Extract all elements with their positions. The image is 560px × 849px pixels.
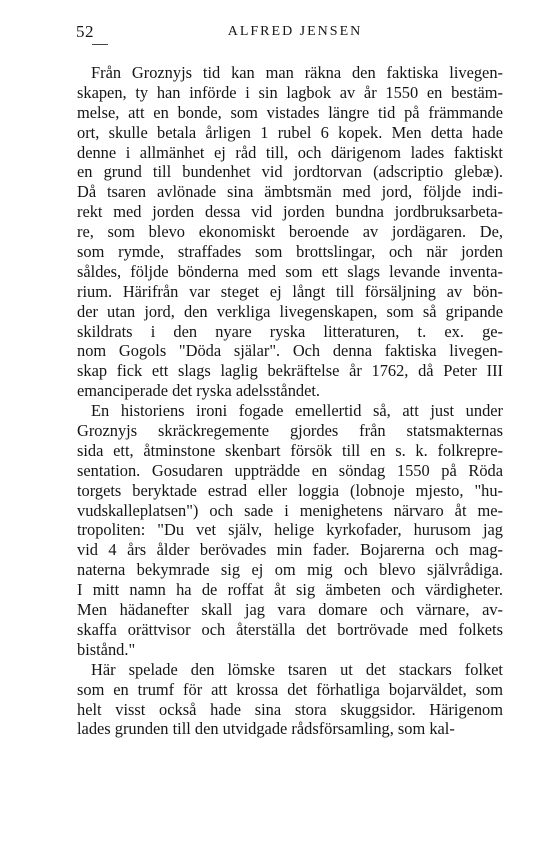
body-text	[77, 63, 503, 739]
text-line: skildrats i den nyare ryska litteraturen, t. ex. ge-	[77, 321, 503, 341]
text-line: skapen, ty han införde i sin lagbok av år 1550 en bestäm-	[77, 82, 503, 102]
text-line: en grund till bundenhet vid jordtorvan (adscriptio glebæ).	[77, 162, 503, 182]
text-line: Här spelade den lömske tsaren ut det stackars folket	[91, 659, 503, 679]
text-line: Men hädanefter skall jag vara domare och värnare, av-	[77, 600, 503, 620]
text-line: naterna bekymrade sig ej om mig och blevo självrådiga.	[77, 560, 503, 580]
text-line: Från Groznyjs tid kan man räkna den faktiska livegen-	[91, 63, 503, 82]
text-line: vid 4 års ålder berövades min fader. Bojarerna och mag-	[77, 540, 503, 560]
text-line: rium. Härifrån var steget ej långt till försäljning av bön-	[77, 281, 503, 301]
text-line: tropoliten: "Du vet själv, helige kyrkofader, hurusom jag	[77, 520, 503, 540]
text-line: emanciperade det ryska adelsståndet.	[77, 381, 321, 401]
text-line: ort, skulle betala årligen 1 rubel 6 kopek. Men detta hade	[77, 122, 503, 142]
text-line: der utan jord, den verkliga livegenskapen, som så gripande	[77, 301, 503, 321]
text-line: Groznyjs skräckregemente gjordes från statsmakternas	[77, 421, 503, 441]
text-line: skaffa orättvisor och återställa det bortrövade med folkets	[77, 619, 503, 639]
text-line: som en trumf för att krossa det förhatliga bojarväldet, som	[77, 679, 503, 699]
text-line: såldes, följde bönderna med som ett slags levande inventa-	[77, 261, 503, 281]
text-line: Då tsaren avlönade sina ämbtsmän med jord, följde indi-	[77, 182, 503, 202]
text-line: sentation. Gosudaren uppträdde en söndag 1550 på Röda	[77, 460, 503, 480]
text-line: helt visst också hade sina stora skuggsidor. Härigenom	[77, 699, 503, 719]
text-line: nom Gogols "Döda själar". Och denna faktiska livegen-	[77, 341, 503, 361]
running-head: ALFRED JENSEN	[227, 24, 363, 39]
text-line: torgets beryktade estrad eller loggia (lobnoje mjesto, "hu-	[77, 480, 503, 500]
header-rule	[92, 44, 108, 45]
text-line: I mitt namn ha de roffat åt sig ämbeten och värdigheter.	[77, 580, 503, 600]
text-line: vudskalleplatsen") och sade i menighetens närvaro åt me-	[77, 500, 503, 520]
paragraph	[77, 660, 503, 740]
text-line: En historiens ironi fogade emellertid så, att just under	[91, 401, 503, 421]
text-line: re, som blevo ekonomiskt beroende av jordägaren. De,	[77, 222, 503, 242]
page-number: 52	[76, 22, 94, 41]
text-line: sida ett, åtminstone skenbart försök till en s. k. folkrepre-	[77, 440, 503, 460]
text-line: denne i allmänhet ej råd till, och därigenom lades faktiskt	[77, 142, 503, 162]
text-line: bistånd."	[77, 639, 136, 659]
page-header	[0, 22, 560, 42]
text-line: skap fick ett slags laglig bekräftelse år 1762, då Peter III	[77, 361, 503, 381]
text-line: som rymde, straffades som brottslingar, och när jorden	[77, 242, 503, 262]
text-line: melse, att en bonde, som vistades längre tid på främmande	[77, 102, 503, 122]
text-line: lades grunden till den utvidgade rådsförsamling, som kal-	[77, 719, 455, 739]
paragraph	[77, 401, 503, 660]
paragraph	[77, 63, 503, 401]
text-line: rekt med jorden dessa vid jorden bundna jordbruksarbeta-	[77, 202, 503, 222]
